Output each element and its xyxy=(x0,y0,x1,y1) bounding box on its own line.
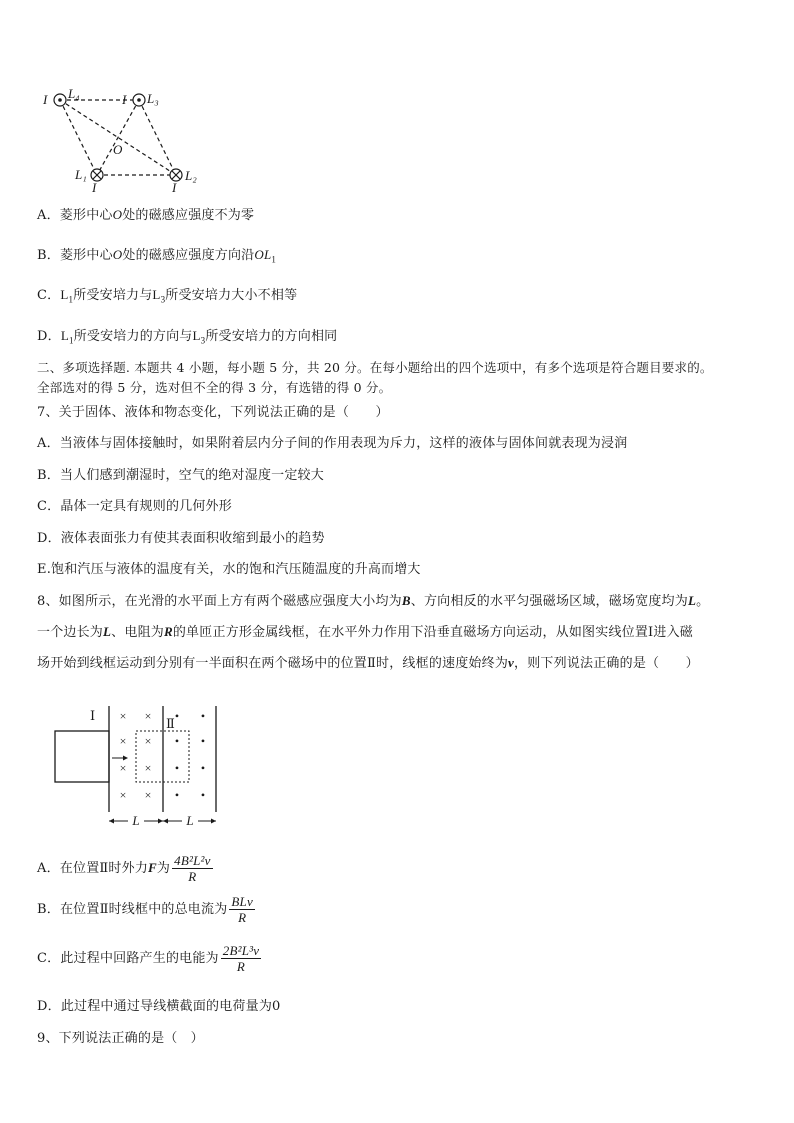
q8-option-d: D．此过程中通过导线横截面的电荷量为0 xyxy=(37,999,281,1014)
label-width-1: L xyxy=(132,813,140,828)
section-heading: 二、多项选择题. 本题共 4 小题，每小题 5 分，共 20 分。在每小题给出的四个选项中，有多个选项是符合题目要求的。 xyxy=(37,360,713,375)
loop-position-1 xyxy=(55,731,109,782)
field-out-icon: • xyxy=(174,761,180,775)
label-l1: L₁ xyxy=(75,167,87,182)
q7-option-c: C．晶体一定具有规则的几何外形 xyxy=(37,499,232,514)
q8-stem-line1: 8、如图所示，在光滑的水平面上方有两个磁感应强度大小均为B、方向相反的水平匀强磁场区域，磁场宽度均为L。 xyxy=(37,593,710,609)
q8-option-b: B．在位置Ⅱ时线框中的总电流为 $\frac{\text{BLv}}{R}$ xyxy=(37,894,253,925)
field-into-icon: × xyxy=(144,734,152,748)
label-current: I xyxy=(172,180,177,195)
field-out-icon: • xyxy=(200,734,206,748)
field-into-icon: × xyxy=(119,734,127,748)
label-position-2: Ⅱ xyxy=(166,716,175,731)
section-heading-cont: 全部选对的得 5 分，选对但不全的得 3 分，有选错的得 0 分。 xyxy=(37,380,392,395)
velocity-arrow-icon xyxy=(123,756,128,761)
field-into-icon: × xyxy=(119,788,127,802)
label-width-2: L xyxy=(186,813,194,828)
label-current: I xyxy=(122,92,127,107)
q6-option-c: C．$L_1$所受安培力与$L_3$所受安培力大小不相等 xyxy=(37,287,298,305)
field-out-icon: • xyxy=(200,761,206,775)
q6-option-b: B．菱形中心O处的磁感应强度方向沿$OL_1$ xyxy=(37,247,277,265)
field-out-icon: • xyxy=(200,788,206,802)
label-current: I xyxy=(43,92,48,107)
label-center-o: O xyxy=(113,142,123,157)
field-out-icon: • xyxy=(200,709,206,723)
q8-option-c: C．此过程中回路产生的电能为 $\frac{\text{2B²L³v}}{R}$ xyxy=(37,943,260,974)
label-l3: L₃ xyxy=(147,91,159,106)
label-l2: L₂ xyxy=(185,168,197,183)
field-into-icon: × xyxy=(144,709,152,723)
q8-option-a: A．在位置Ⅱ时外力F为 $\frac{\text{4B²L²v}}{R}$ xyxy=(37,853,211,884)
rhombus-wire-figure xyxy=(36,84,216,196)
q6-option-a: A．菱形中心O处的磁感应强度不为零 xyxy=(37,207,255,223)
field-into-icon: × xyxy=(144,788,152,802)
q8-stem-line2: 一个边长为L、电阻为R的单匝正方形金属线框，在水平外力作用下沿垂直磁场方向运动，从如图实线位置Ⅰ进入磁 xyxy=(37,624,693,640)
wire-l4-out-icon xyxy=(54,94,66,106)
field-into-icon: × xyxy=(119,761,127,775)
q9-stem: 9、下列说法正确的是（ ） xyxy=(37,1031,204,1046)
field-out-icon: • xyxy=(174,788,180,802)
field-out-icon: • xyxy=(174,734,180,748)
q7-option-b: B．当人们感到潮湿时，空气的绝对湿度一定较大 xyxy=(37,468,324,483)
fraction: $\frac{\text{BLv}}{R}$ xyxy=(231,894,253,925)
field-into-icon: × xyxy=(119,709,127,723)
label-current: I xyxy=(92,180,97,195)
fraction: $\frac{\text{4B²L²v}}{R}$ xyxy=(174,853,211,884)
wire-l3-out-icon xyxy=(133,94,145,106)
label-l4: L₄ xyxy=(68,86,80,101)
fraction: $\frac{\text{2B²L³v}}{R}$ xyxy=(222,943,260,974)
q7-option-a: A．当液体与固体接触时，如果附着层内分子间的作用表现为斥力，这样的液体与固体间就表现为浸润 xyxy=(37,436,628,451)
q7-option-e: E.饱和汽压与液体的温度有关，水的饱和汽压随温度的升高而增大 xyxy=(37,562,421,577)
field-out-icon: • xyxy=(174,709,180,723)
q8-stem-line3: 场开始到线框运动到分别有一半面积在两个磁场中的位置Ⅱ时，线框的速度始终为v，则下列说法正确的是（ ） xyxy=(37,655,699,671)
q7-stem: 7、关于固体、液体和物态变化，下列说法正确的是（ ） xyxy=(37,405,389,420)
field-into-icon: × xyxy=(144,761,152,775)
q7-option-d: D．液体表面张力有使其表面积收缩到最小的趋势 xyxy=(37,531,325,546)
label-position-1: Ⅰ xyxy=(90,708,96,723)
q6-option-d: D．$L_1$所受安培力的方向与$L_3$所受安培力的方向相同 xyxy=(37,328,338,346)
magnetic-field-figure xyxy=(50,700,230,832)
